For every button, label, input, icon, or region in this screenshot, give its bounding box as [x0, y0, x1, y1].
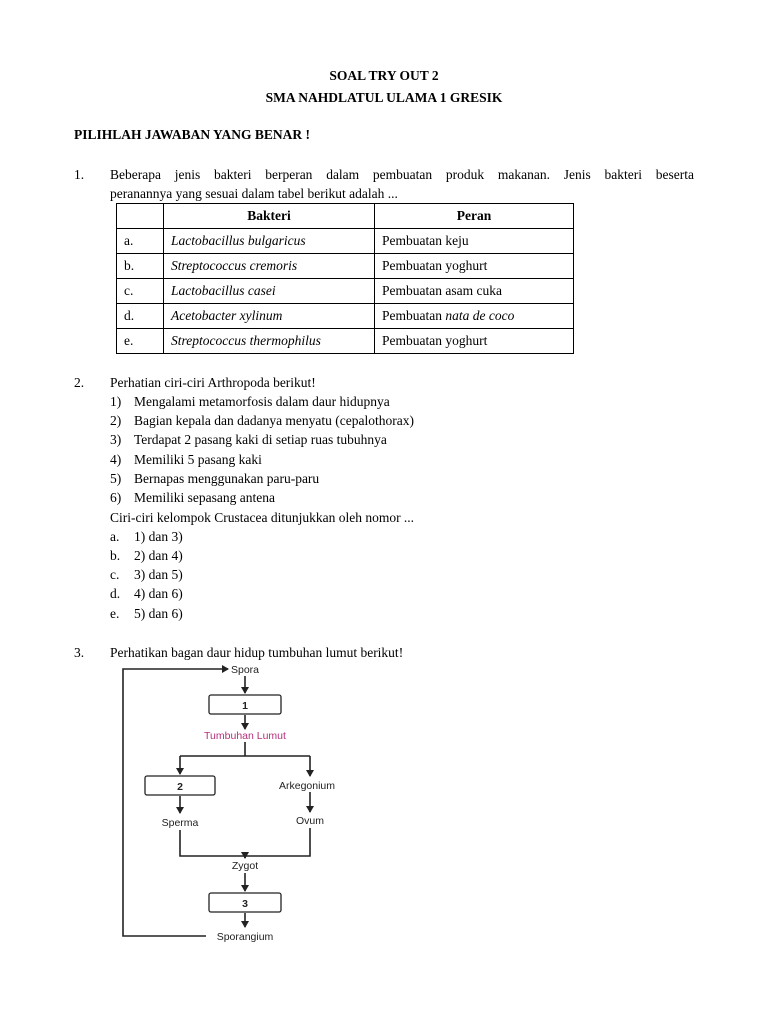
answer-option-letter: e. — [110, 606, 120, 621]
instruction: PILIHLAH JAWABAN YANG BENAR ! — [74, 127, 311, 142]
list-item-number: 5) — [110, 471, 122, 486]
answer-option-text: 1) dan 3) — [134, 529, 183, 544]
answer-option-text: 3) dan 5) — [134, 567, 183, 582]
list-item-text: Terdapat 2 pasang kaki di setiap ruas tubuhnya — [134, 432, 387, 447]
list-item-number: 4) — [110, 452, 122, 467]
table-row — [117, 254, 574, 279]
peran-text: Pembuatan — [382, 308, 446, 323]
answer-option-letter: d. — [110, 586, 121, 601]
label-zygot: Zygot — [231, 860, 259, 872]
peran-italic: nata de coco — [445, 308, 515, 323]
peran-text: Pembuatan yoghurt — [382, 258, 488, 273]
moss-lifecycle-diagram — [110, 660, 350, 945]
page-title-line2: SMA NAHDLATUL ULAMA 1 GRESIK — [265, 90, 503, 105]
bacteria-table — [116, 203, 574, 354]
peran-text: Pembuatan yoghurt — [382, 333, 488, 348]
list-item — [110, 452, 262, 468]
table-row — [117, 229, 574, 254]
list-item-text: Bernapas menggunakan paru-paru — [134, 471, 320, 486]
answer-option-text: 2) dan 4) — [134, 548, 183, 563]
arrow-split — [180, 742, 310, 756]
list-item-number: 1) — [110, 394, 122, 409]
list-item-text: Memiliki sepasang antena — [134, 490, 275, 505]
label-arkegonium: Arkegonium — [278, 780, 336, 792]
list-item-text: Mengalami metamorfosis dalam daur hidupnya — [134, 394, 390, 409]
label-ovum: Ovum — [295, 815, 325, 827]
list-item — [110, 490, 275, 506]
label-box3: 3 — [242, 898, 248, 910]
table-header-cell: Bakteri — [164, 204, 375, 229]
list-item — [110, 413, 414, 429]
table-cell-bakteri: Streptococcus cremoris — [164, 254, 375, 279]
list-item — [110, 432, 387, 448]
answer-option-letter: c. — [110, 567, 120, 582]
table-row — [117, 304, 574, 329]
q2-number: 2. — [74, 375, 85, 390]
list-item — [110, 394, 390, 410]
table-cell-option: a. — [117, 229, 164, 254]
table-header-cell: Peran — [375, 204, 574, 229]
label-sporangium: Sporangium — [216, 931, 274, 943]
answer-option-text: 4) dan 6) — [134, 586, 183, 601]
table-cell-bakteri: Lactobacillus bulgaricus — [164, 229, 375, 254]
q1-text-line1: Beberapa jenis bakteri berperan dalam pembuatan produk makanan. Jenis bakteri beserta — [110, 167, 694, 182]
list-item-number: 6) — [110, 490, 122, 505]
peran-text: Pembuatan asam cuka — [382, 283, 502, 298]
answer-option-letter: a. — [110, 529, 120, 544]
list-item-text: Bagian kepala dan dadanya menyatu (cepalothorax) — [134, 413, 414, 428]
page-title-line1: SOAL TRY OUT 2 — [329, 68, 439, 83]
table-row — [117, 279, 574, 304]
q1-number: 1. — [74, 167, 85, 182]
list-item-text: Memiliki 5 pasang kaki — [134, 452, 262, 467]
label-box2: 2 — [177, 781, 183, 793]
table-cell-bakteri: Acetobacter xylinum — [164, 304, 375, 329]
table-cell-option: b. — [117, 254, 164, 279]
table-cell-peran — [375, 279, 574, 304]
table-cell-peran — [375, 329, 574, 354]
table-cell-bakteri: Lactobacillus casei — [164, 279, 375, 304]
list-item — [110, 471, 319, 487]
q3-number: 3. — [74, 645, 85, 660]
peran-text: Pembuatan keju — [382, 233, 469, 248]
label-tumbuhan-lumut: Tumbuhan Lumut — [204, 730, 286, 742]
answer-option-text: 5) dan 6) — [134, 606, 183, 621]
table-header-row — [117, 204, 574, 229]
table-cell-peran — [375, 254, 574, 279]
table-cell-peran — [375, 229, 574, 254]
q2-text: Perhatian ciri-ciri Arthropoda berikut! — [110, 375, 316, 390]
answer-option — [110, 529, 183, 545]
q1-text-line2: peranannya yang sesuai dalam tabel berikut adalah ... — [110, 186, 398, 201]
table-cell-option: d. — [117, 304, 164, 329]
table-cell-option: c. — [117, 279, 164, 304]
answer-option — [110, 567, 183, 583]
table-cell-peran — [375, 304, 574, 329]
answer-option — [110, 606, 183, 622]
table-header-cell — [117, 204, 164, 229]
answer-option — [110, 548, 183, 564]
answer-option-letter: b. — [110, 548, 121, 563]
table-cell-option: e. — [117, 329, 164, 354]
q3-text: Perhatikan bagan daur hidup tumbuhan lumut berikut! — [110, 645, 404, 660]
list-item-number: 2) — [110, 413, 122, 428]
q2-question: Ciri-ciri kelompok Crustacea ditunjukkan oleh nomor ... — [110, 510, 415, 525]
label-box1: 1 — [242, 700, 248, 712]
table-row — [117, 329, 574, 354]
answer-option — [110, 586, 183, 602]
label-spora: Spora — [230, 664, 260, 676]
list-item-number: 3) — [110, 432, 122, 447]
table-cell-bakteri: Streptococcus thermophilus — [164, 329, 375, 354]
label-sperma: Sperma — [161, 817, 199, 829]
